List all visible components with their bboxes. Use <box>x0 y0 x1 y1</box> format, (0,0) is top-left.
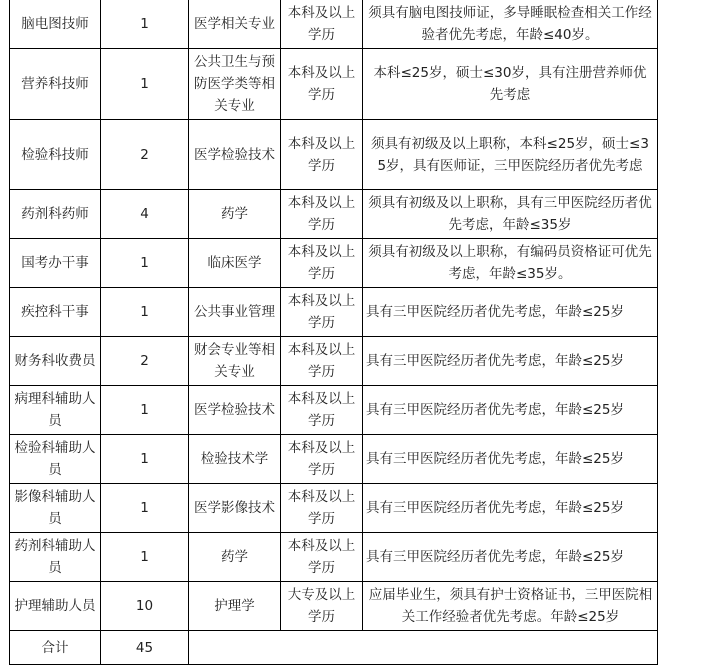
major-cell: 护理学 <box>189 582 281 631</box>
position-cell: 国考办干事 <box>10 239 101 288</box>
count-cell: 1 <box>101 533 189 582</box>
position-cell: 护理辅助人员 <box>10 582 101 631</box>
position-cell: 药剂科辅助人员 <box>10 533 101 582</box>
education-cell: 大专及以上学历 <box>281 582 363 631</box>
major-cell: 药学 <box>189 533 281 582</box>
recruitment-table <box>9 0 658 665</box>
requirements-cell: 具有三甲医院经历者优先考虑，年龄≤25岁 <box>363 435 658 484</box>
education-cell: 本科及以上学历 <box>281 49 363 120</box>
count-cell: 2 <box>101 337 189 386</box>
table-row <box>10 288 658 337</box>
position-cell: 疾控科干事 <box>10 288 101 337</box>
count-cell: 1 <box>101 386 189 435</box>
education-cell: 本科及以上学历 <box>281 484 363 533</box>
requirements-cell: 须具有初级及以上职称，具有三甲医院经历者优先考虑，年龄≤35岁 <box>363 190 658 239</box>
table-row <box>10 582 658 631</box>
education-cell: 本科及以上学历 <box>281 239 363 288</box>
requirements-cell: 须具有初级及以上职称，有编码员资格证可优先考虑，年龄≤35岁。 <box>363 239 658 288</box>
total-row <box>10 631 658 665</box>
table-row <box>10 0 658 49</box>
table-row <box>10 337 658 386</box>
total-label: 合计 <box>10 631 101 665</box>
education-cell: 本科及以上学历 <box>281 337 363 386</box>
count-cell: 1 <box>101 239 189 288</box>
position-cell: 检验科技师 <box>10 120 101 190</box>
count-cell: 4 <box>101 190 189 239</box>
major-cell: 公共事业管理 <box>189 288 281 337</box>
requirements-cell: 本科≤25岁，硕士≤30岁，具有注册营养师优先考虑 <box>363 49 658 120</box>
major-cell: 财会专业等相关专业 <box>189 337 281 386</box>
table-row <box>10 386 658 435</box>
education-cell: 本科及以上学历 <box>281 288 363 337</box>
education-cell: 本科及以上学历 <box>281 533 363 582</box>
total-count: 45 <box>101 631 189 665</box>
requirements-cell: 应届毕业生，须具有护士资格证书，三甲医院相关工作经验者优先考虑。年龄≤25岁 <box>363 582 658 631</box>
requirements-cell: 具有三甲医院经历者优先考虑，年龄≤25岁 <box>363 386 658 435</box>
count-cell: 2 <box>101 120 189 190</box>
table-row <box>10 484 658 533</box>
table-row <box>10 435 658 484</box>
major-cell: 药学 <box>189 190 281 239</box>
position-cell: 检验科辅助人员 <box>10 435 101 484</box>
requirements-cell: 具有三甲医院经历者优先考虑，年龄≤25岁 <box>363 484 658 533</box>
table-row <box>10 239 658 288</box>
major-cell: 医学检验技术 <box>189 386 281 435</box>
table-row <box>10 120 658 190</box>
position-cell: 药剂科药师 <box>10 190 101 239</box>
education-cell: 本科及以上学历 <box>281 0 363 49</box>
position-cell: 营养科技师 <box>10 49 101 120</box>
position-cell: 财务科收费员 <box>10 337 101 386</box>
position-cell: 脑电图技师 <box>10 0 101 49</box>
major-cell: 医学影像技术 <box>189 484 281 533</box>
count-cell: 1 <box>101 484 189 533</box>
education-cell: 本科及以上学历 <box>281 120 363 190</box>
position-cell: 影像科辅助人员 <box>10 484 101 533</box>
education-cell: 本科及以上学历 <box>281 190 363 239</box>
requirements-cell: 具有三甲医院经历者优先考虑，年龄≤25岁 <box>363 337 658 386</box>
requirements-cell: 须具有初级及以上职称，本科≤25岁，硕士≤35岁，具有医师证，三甲医院经历者优先考虑 <box>363 120 658 190</box>
major-cell: 临床医学 <box>189 239 281 288</box>
education-cell: 本科及以上学历 <box>281 435 363 484</box>
education-cell: 本科及以上学历 <box>281 386 363 435</box>
requirements-cell: 须具有脑电图技师证，多导睡眠检查相关工作经验者优先考虑，年龄≤40岁。 <box>363 0 658 49</box>
table-row <box>10 49 658 120</box>
position-cell: 病理科辅助人员 <box>10 386 101 435</box>
count-cell: 1 <box>101 435 189 484</box>
table-row <box>10 190 658 239</box>
requirements-cell: 具有三甲医院经历者优先考虑，年龄≤25岁 <box>363 533 658 582</box>
major-cell: 公共卫生与预防医学类等相关专业 <box>189 49 281 120</box>
total-empty-cell <box>189 631 658 665</box>
count-cell: 10 <box>101 582 189 631</box>
count-cell: 1 <box>101 0 189 49</box>
count-cell: 1 <box>101 49 189 120</box>
major-cell: 医学相关专业 <box>189 0 281 49</box>
requirements-cell: 具有三甲医院经历者优先考虑，年龄≤25岁 <box>363 288 658 337</box>
table-row <box>10 533 658 582</box>
major-cell: 检验技术学 <box>189 435 281 484</box>
major-cell: 医学检验技术 <box>189 120 281 190</box>
count-cell: 1 <box>101 288 189 337</box>
